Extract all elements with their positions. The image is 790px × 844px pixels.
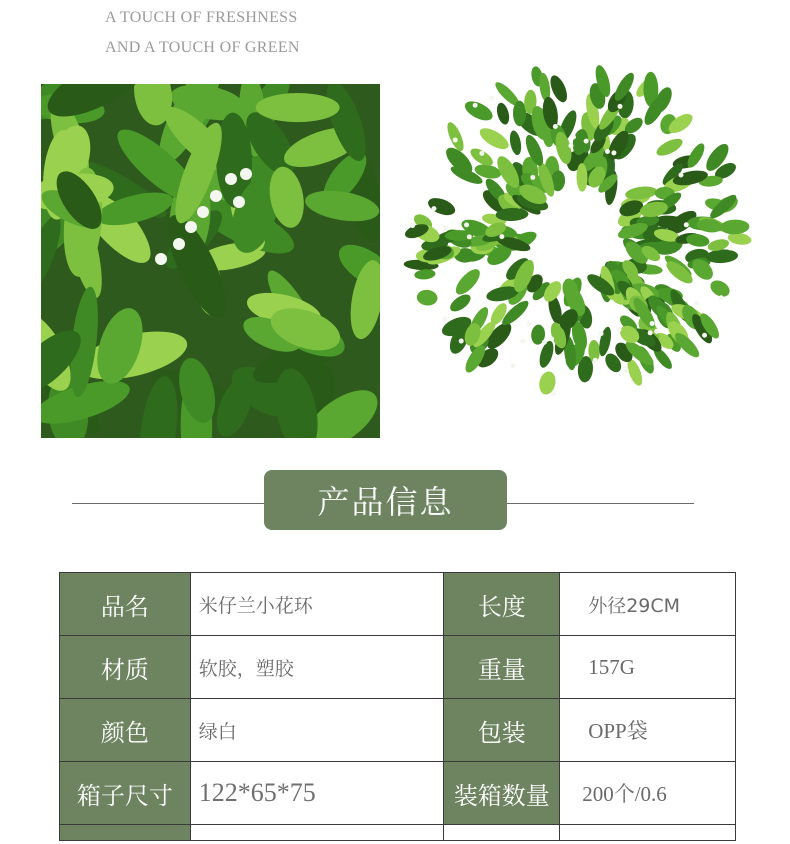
flower-bud [684, 222, 689, 227]
spec-value: 122*65*75 [190, 762, 444, 825]
spec-label: 颜色 [60, 699, 191, 762]
leaf-shape [513, 101, 526, 127]
leaf-shape [654, 135, 685, 159]
flower-bud [702, 333, 707, 338]
leaf-shape [414, 268, 436, 280]
spec-table [59, 572, 736, 841]
leaf-shape [720, 219, 750, 235]
spec-value: 157G [560, 636, 736, 699]
flower-bud [719, 295, 724, 300]
leaf-shape [452, 265, 484, 298]
flower-bud [225, 173, 237, 185]
flower-bud [173, 238, 185, 250]
spec-row [60, 762, 736, 825]
section-title: 产品信息 [264, 470, 507, 530]
flower-bud [650, 321, 655, 326]
flower-bud [499, 234, 504, 239]
flower-bud [568, 143, 573, 148]
flower-bud [648, 330, 653, 335]
spec-label: 箱子尺寸 [60, 762, 191, 825]
divider-left [72, 503, 265, 504]
leaf-closeup-photo [41, 84, 380, 438]
flower-bud [197, 206, 209, 218]
spec-value: 200个/0.6 [560, 762, 736, 825]
flower-bud [233, 196, 245, 208]
spec-row [60, 636, 736, 699]
flower-bud [542, 340, 547, 345]
spec-value: 外径29CM [560, 573, 736, 636]
spec-value: 米仔兰小花环 [190, 573, 444, 636]
leaf-shape [426, 195, 458, 219]
leaf-shape [447, 291, 473, 314]
leaf-shape [495, 101, 511, 125]
spec-label: 长度 [444, 573, 560, 636]
flower-bud [511, 363, 516, 368]
leaf-shape [508, 130, 523, 156]
flower-bud [654, 329, 659, 334]
leaf-shape [477, 124, 512, 153]
flower-bud [410, 223, 415, 228]
spec-value [190, 825, 444, 841]
spec-label: 品名 [60, 573, 191, 636]
spec-row [60, 699, 736, 762]
flower-bud [551, 391, 556, 396]
spec-label: 包装 [444, 699, 560, 762]
flower-bud [571, 134, 576, 139]
spec-label: 装箱数量 [444, 762, 560, 825]
flower-bud [694, 301, 699, 306]
flower-bud [624, 368, 629, 373]
flower-bud [616, 327, 621, 332]
leaf-shape [462, 97, 496, 124]
flower-bud [527, 321, 532, 326]
wreath-photo [395, 60, 765, 420]
spec-label [60, 825, 191, 841]
leaf-shape [444, 120, 467, 153]
flower-bud [185, 221, 197, 233]
flower-bud [453, 138, 458, 143]
flower-bud [584, 139, 589, 144]
flower-bud [489, 96, 494, 101]
flower-bud [617, 104, 622, 109]
spec-value: 绿白 [190, 699, 444, 762]
flower-bud [459, 339, 464, 344]
flower-bud [593, 358, 598, 363]
flower-bud [210, 190, 222, 202]
spec-label [444, 825, 560, 841]
flower-bud [473, 103, 478, 108]
flower-bud [479, 151, 484, 156]
spec-value: 软胶，塑胶 [190, 636, 444, 699]
flower-bud [520, 338, 525, 343]
flower-bud [605, 149, 610, 154]
tagline-line-1: A TOUCH OF FRESHNESS [105, 9, 298, 26]
flower-bud [431, 206, 436, 211]
flower-bud [678, 173, 683, 178]
flower-bud [717, 191, 722, 196]
spec-label: 材质 [60, 636, 191, 699]
spec-row [60, 573, 736, 636]
flower-bud [553, 124, 558, 129]
flower-bud [728, 246, 733, 251]
flower-bud [443, 316, 448, 321]
divider-right [506, 503, 694, 504]
flower-bud [530, 175, 535, 180]
spec-label: 重量 [444, 636, 560, 699]
tagline-line-2: AND A TOUCH OF GREEN [105, 39, 300, 56]
leaf-shape [256, 93, 340, 122]
flower-bud [464, 222, 469, 227]
leaf-shape [416, 289, 438, 306]
flower-bud [155, 253, 167, 265]
spec-row-partial [60, 825, 736, 841]
spec-value: OPP袋 [560, 699, 736, 762]
flower-bud [240, 168, 252, 180]
flower-bud [443, 225, 448, 230]
spec-value [560, 825, 736, 841]
flower-bud [549, 336, 554, 341]
flower-bud [599, 331, 604, 336]
flower-bud [467, 234, 472, 239]
flower-bud [611, 150, 616, 155]
